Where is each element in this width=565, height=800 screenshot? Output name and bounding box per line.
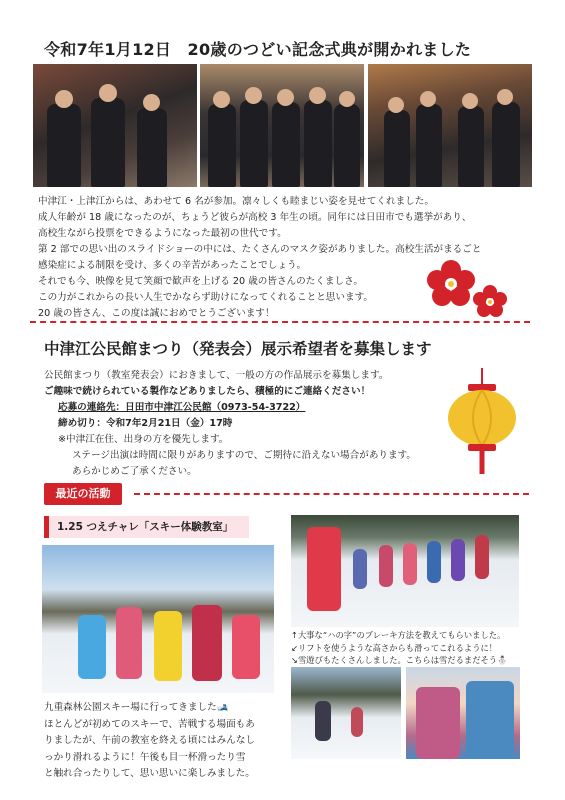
plum-blossom-icon (424, 256, 524, 320)
ski-lesson-photo (291, 515, 519, 627)
section-divider (134, 493, 529, 495)
ceremony-title: 令和7年1月12日 20歳のつどい記念式典が開かれました (44, 40, 472, 59)
festival-text: 公民館まつり（教室発表会）におきまして、一般の方の作品展示を募集します。 ご趣味で続けられている製作などありましたら、積極的にご連絡ください！ 応募の連絡先：日田市中津江公民館（0973-54-3722） 締め切り：令和7年2月21日（金）17時 ※中津江在住、出身の方を優先します。 ステージ出演は時間に限りがありますので、ご期待に沿えない場合があります。 あらかじめご了承ください。 (44, 370, 417, 477)
ceremony-photo-1 (33, 64, 197, 187)
ski-caption-right: ↑大事な“ハの字”のブレーキ方法を教えてもらいました。 ↙リフトを使うような高さからも滑ってこれるように！ ↘雪遊びもたくさんしました。こちらは雪だるまだそう⛄ (291, 630, 508, 665)
lantern-icon (446, 368, 518, 478)
contact-line: 応募の連絡先：日田市中津江公民館（0973-54-3722） (58, 402, 306, 413)
ski-slope-photo (291, 667, 401, 759)
ski-group-photo (42, 545, 274, 693)
ceremony-photo-3 (368, 64, 532, 187)
deadline-line: 締め切り：令和7年2月21日（金）17時 (58, 418, 233, 429)
snow-play-photo (406, 667, 520, 759)
festival-title: 中津江公民館まつり（発表会）展示希望者を募集します (44, 340, 432, 358)
section-divider (30, 321, 530, 323)
ceremony-text: 中津江・上津江からは、あわせて 6 名が参加。凛々しくも睦まじい姿を見せてくれました。 成人年齢が 18 歳になったのが、ちょうど彼らが高校 3 年生の頃。同年には日田市でも選挙があり、 高校生ながら投票をできるようになった最初の世代です。 第 2 部での思い出のスライドショーの中には、たくさんのマスク姿がありました。高校生活がまるごと 感染症による制限を受け、多くの辛苦があったことでしょう。 それでも今、映像を見て笑顔で歓声を上げる 20 歳の皆さんのたくましさ。 この力がこれからの長い人生でかならず助けになってくれることと思います。 20 歳の皆さん、この度は誠におめでとうございます！ (38, 196, 482, 319)
event-tag: 1.25 つえチャレ「スキー体験教室」 (44, 516, 249, 538)
ski-caption-left: 九重森林公園スキー場に行ってきました🎿 ほとんどが初めてのスキーで、苦戦する場面もあ りましたが、午前の教室を終える頃にはみんなし っかり滑れるように！午後も目一杯滑ったり雪 と触れ合ったりして、思い思いに楽しみました。 (44, 702, 256, 779)
recent-activity-badge: 最近の活動 (44, 483, 122, 505)
ceremony-photo-2 (200, 64, 364, 187)
